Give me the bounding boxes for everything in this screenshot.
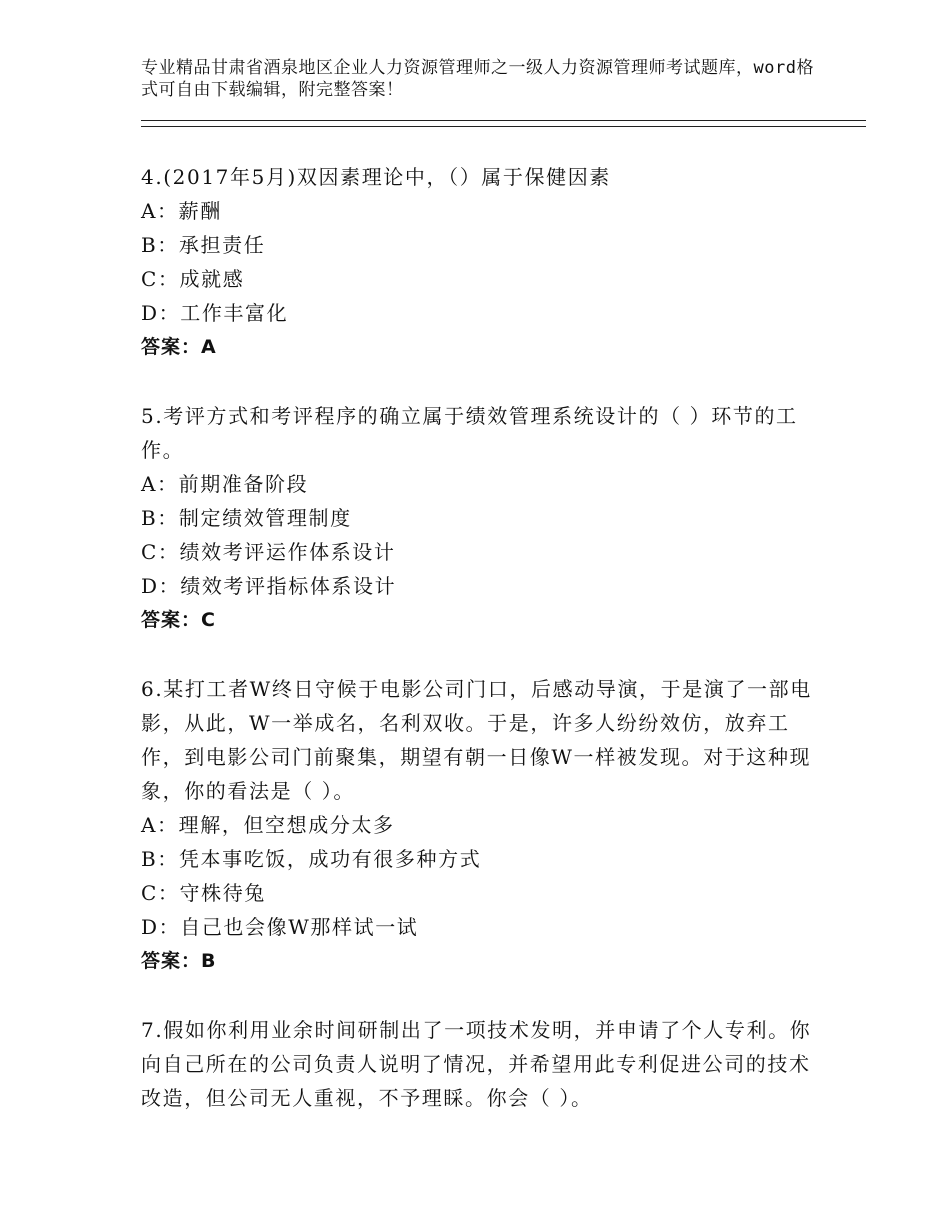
question-stem: 5.考评方式和考评程序的确立属于绩效管理系统设计的（ ）环节的工作。	[141, 404, 798, 462]
question-5	[141, 399, 821, 637]
option-b: B：凭本事吃饭，成功有很多种方式	[141, 847, 482, 871]
question-4	[141, 160, 821, 364]
option-a: A：薪酬	[141, 199, 222, 223]
question-stem: 4.(2017年5月)双因素理论中，（）属于保健因素	[141, 165, 611, 189]
option-c: C：绩效考评运作体系设计	[141, 540, 396, 564]
option-c: C：守株待兔	[141, 881, 266, 905]
answer-label: 答案：B	[141, 950, 217, 972]
option-b: B：承担责任	[141, 233, 266, 257]
option-b: B：制定绩效管理制度	[141, 506, 352, 530]
answer-label: 答案：C	[141, 609, 216, 631]
header-double-rule	[141, 120, 866, 127]
option-a: A：理解，但空想成分太多	[141, 813, 395, 837]
question-7	[141, 1013, 821, 1115]
question-6	[141, 672, 821, 978]
option-d: D：绩效考评指标体系设计	[141, 574, 397, 598]
question-stem: 7.假如你利用业余时间研制出了一项技术发明，并申请了个人专利。你向自己所在的公司负责人说明了情况，并希望用此专利促进公司的技术改造，但公司无人重视，不予理睬。你会（ ）。	[141, 1018, 812, 1110]
answer-label: 答案：A	[141, 336, 217, 358]
option-d: D：工作丰富化	[141, 301, 289, 325]
document-header: 专业精品甘肃省酒泉地区企业人力资源管理师之一级人力资源管理师考试题库，word格式可自由下载编辑，附完整答案！	[141, 58, 814, 100]
option-c: C：成就感	[141, 267, 245, 291]
option-d: D：自己也会像W那样试一试	[141, 915, 419, 939]
question-stem: 6.某打工者W终日守候于电影公司门口，后感动导演，于是演了一部电影，从此，W一举成名，名利双收。于是，许多人纷纷效仿，放弃工作，到电影公司门前聚集，期望有朝一日像W一样被发现。对于这种现象，你的看法是（ ）。	[141, 677, 812, 803]
question-list	[141, 160, 821, 1150]
option-a: A：前期准备阶段	[141, 472, 309, 496]
